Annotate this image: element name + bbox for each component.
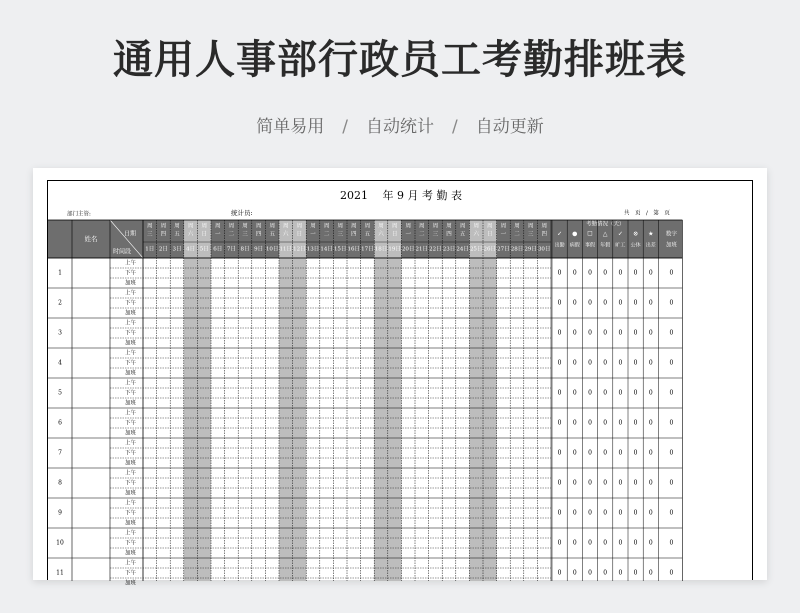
summary-value: 0 bbox=[633, 569, 638, 577]
feature-separator: / bbox=[452, 117, 458, 137]
feature-auto-update: 自动更新 bbox=[475, 117, 544, 137]
weekend-column bbox=[469, 220, 483, 581]
weekday-prefix: 周 bbox=[269, 223, 275, 230]
weekday-label: 一 bbox=[500, 231, 507, 238]
summary-column-label: 出差 bbox=[645, 242, 656, 249]
time-slot-label: 下午 bbox=[124, 510, 137, 517]
summary-symbol: ⊗ bbox=[633, 230, 639, 238]
time-slot-label: 下午 bbox=[124, 300, 137, 307]
overtime-symbol: 数字 bbox=[665, 231, 677, 238]
weekday-prefix: 周 bbox=[419, 223, 425, 230]
time-slot-label: 加班 bbox=[124, 520, 137, 527]
summary-value: 0 bbox=[603, 389, 608, 397]
summary-value: 0 bbox=[648, 329, 653, 337]
time-slot-label: 加班 bbox=[124, 280, 137, 287]
weekend-column bbox=[293, 220, 307, 581]
summary-value: 0 bbox=[588, 419, 592, 427]
date-header: 日期 bbox=[123, 230, 137, 238]
weekday-prefix: 周 bbox=[187, 223, 194, 230]
summary-value: 0 bbox=[633, 539, 638, 547]
summary-value: 0 bbox=[648, 539, 653, 547]
time-slot-label: 下午 bbox=[124, 480, 137, 487]
summary-value: 0 bbox=[618, 449, 623, 457]
sheet-title: 2021 年 9 月 考 勤 表 bbox=[340, 189, 462, 202]
time-slot-label: 上午 bbox=[124, 290, 137, 297]
weekday-prefix: 周 bbox=[296, 223, 303, 230]
summary-value: 0 bbox=[557, 359, 562, 367]
weekday-prefix: 周 bbox=[378, 223, 384, 230]
summary-value: 0 bbox=[588, 329, 592, 337]
day-label: 16日 bbox=[347, 246, 361, 253]
day-label: 28日 bbox=[510, 246, 524, 253]
time-slot-label: 上午 bbox=[124, 440, 137, 447]
summary-value: 0 bbox=[633, 479, 638, 487]
summary-value: 0 bbox=[669, 509, 674, 517]
dept-supervisor-label: 部门主管: bbox=[67, 211, 91, 218]
summary-value: 0 bbox=[618, 269, 623, 277]
name-header: 姓名 bbox=[84, 235, 98, 243]
summary-value: 0 bbox=[669, 479, 674, 487]
weekend-column bbox=[388, 220, 402, 581]
weekday-label: 一 bbox=[215, 231, 221, 238]
summary-value: 0 bbox=[603, 449, 608, 457]
weekday-prefix: 周 bbox=[473, 223, 479, 230]
weekday-prefix: 周 bbox=[405, 223, 411, 230]
weekday-prefix: 周 bbox=[283, 223, 289, 230]
employee-number: 8 bbox=[58, 479, 62, 487]
weekday-prefix: 周 bbox=[228, 223, 235, 230]
attendance-table bbox=[48, 181, 754, 587]
summary-value: 0 bbox=[669, 569, 674, 577]
day-label: 6日 bbox=[213, 246, 223, 253]
time-slot-label: 上午 bbox=[124, 530, 137, 537]
weekday-label: 三 bbox=[242, 231, 248, 238]
summary-value: 0 bbox=[669, 419, 674, 427]
day-label: 26日 bbox=[483, 246, 497, 253]
weekday-label: 日 bbox=[296, 231, 303, 238]
weekend-column bbox=[184, 220, 198, 581]
weekday-label: 五 bbox=[459, 231, 466, 238]
weekday-prefix: 周 bbox=[391, 223, 398, 230]
summary-value: 0 bbox=[669, 449, 674, 457]
time-slot-label: 加班 bbox=[124, 550, 137, 557]
time-slot-label: 加班 bbox=[124, 370, 137, 377]
employee-number: 1 bbox=[58, 269, 62, 277]
summary-value: 0 bbox=[618, 509, 623, 517]
time-slot-label: 加班 bbox=[124, 490, 137, 497]
day-label: 5日 bbox=[199, 246, 209, 253]
weekday-label: 日 bbox=[201, 231, 207, 238]
time-slot-label: 加班 bbox=[124, 340, 137, 347]
weekday-label: 二 bbox=[323, 231, 330, 238]
weekday-label: 二 bbox=[228, 231, 235, 238]
summary-value: 0 bbox=[633, 389, 638, 397]
statistician-label: 统计员: bbox=[231, 209, 253, 217]
summary-value: 0 bbox=[618, 479, 623, 487]
time-slot-label: 加班 bbox=[124, 310, 137, 317]
summary-value: 0 bbox=[557, 539, 562, 547]
day-label: 25日 bbox=[469, 246, 483, 253]
summary-value: 0 bbox=[648, 269, 653, 277]
weekday-prefix: 周 bbox=[160, 223, 167, 230]
summary-title: 考勤情况（天） bbox=[585, 221, 625, 228]
summary-value: 0 bbox=[618, 539, 623, 547]
time-slot-label: 加班 bbox=[124, 580, 137, 587]
day-label: 2日 bbox=[158, 246, 168, 253]
summary-value: 0 bbox=[572, 539, 577, 547]
summary-value: 0 bbox=[557, 329, 562, 337]
weekday-label: 四 bbox=[160, 231, 167, 238]
summary-value: 0 bbox=[572, 269, 577, 277]
summary-value: 0 bbox=[669, 389, 674, 397]
day-label: 19日 bbox=[388, 246, 401, 253]
feature-easy: 简单易用 bbox=[256, 117, 325, 137]
day-label: 22日 bbox=[429, 246, 442, 253]
time-slot-label: 加班 bbox=[124, 460, 137, 467]
time-slot-label: 下午 bbox=[124, 540, 137, 547]
summary-value: 0 bbox=[669, 329, 674, 337]
summary-value: 0 bbox=[648, 569, 653, 577]
weekday-label: 日 bbox=[391, 231, 398, 238]
time-slot-label: 上午 bbox=[124, 380, 137, 387]
summary-column-label: 年假 bbox=[600, 242, 611, 249]
day-label: 11日 bbox=[279, 246, 293, 253]
day-label: 27日 bbox=[497, 246, 510, 253]
overtime-column-label: 加班 bbox=[665, 242, 677, 249]
summary-value: 0 bbox=[588, 299, 592, 307]
weekday-prefix: 周 bbox=[310, 223, 316, 230]
weekday-label: 六 bbox=[473, 231, 479, 238]
summary-value: 0 bbox=[633, 449, 638, 457]
weekday-prefix: 周 bbox=[242, 223, 248, 230]
day-label: 13日 bbox=[306, 246, 320, 253]
weekday-label: 五 bbox=[174, 231, 180, 238]
summary-value: 0 bbox=[557, 479, 562, 487]
time-slot-label: 下午 bbox=[124, 450, 137, 457]
summary-value: 0 bbox=[572, 329, 577, 337]
summary-value: 0 bbox=[603, 359, 608, 367]
feature-separator: / bbox=[342, 117, 348, 137]
weekday-label: 五 bbox=[364, 231, 371, 238]
weekday-prefix: 周 bbox=[351, 223, 357, 230]
summary-value: 0 bbox=[588, 359, 592, 367]
time-slot-header: 时间段 bbox=[112, 248, 132, 256]
summary-value: 0 bbox=[669, 359, 674, 367]
weekday-prefix: 周 bbox=[323, 223, 330, 230]
day-label: 10日 bbox=[265, 246, 279, 253]
summary-value: 0 bbox=[618, 329, 623, 337]
summary-value: 0 bbox=[633, 419, 638, 427]
time-slot-label: 下午 bbox=[124, 270, 137, 277]
day-label: 4日 bbox=[186, 246, 196, 253]
day-label: 21日 bbox=[415, 246, 429, 253]
weekday-label: 二 bbox=[514, 231, 520, 238]
summary-value: 0 bbox=[572, 569, 577, 577]
summary-value: 0 bbox=[603, 539, 608, 547]
time-slot-label: 加班 bbox=[124, 400, 137, 407]
weekend-column bbox=[197, 220, 211, 581]
weekday-label: 三 bbox=[147, 231, 153, 238]
summary-value: 0 bbox=[557, 389, 562, 397]
weekday-label: 六 bbox=[283, 231, 289, 238]
weekend-column bbox=[483, 220, 497, 581]
time-slot-label: 上午 bbox=[124, 410, 137, 417]
day-label: 30日 bbox=[537, 246, 551, 253]
time-slot-label: 下午 bbox=[124, 420, 137, 427]
summary-value: 0 bbox=[557, 509, 562, 517]
summary-value: 0 bbox=[572, 359, 577, 367]
summary-value: 0 bbox=[633, 359, 638, 367]
employee-number: 7 bbox=[58, 449, 62, 457]
weekday-prefix: 周 bbox=[432, 223, 439, 230]
summary-value: 0 bbox=[557, 299, 562, 307]
summary-value: 0 bbox=[633, 509, 638, 517]
time-slot-label: 上午 bbox=[124, 500, 137, 507]
summary-value: 0 bbox=[648, 509, 653, 517]
summary-value: 0 bbox=[618, 359, 623, 367]
time-slot-label: 上午 bbox=[124, 560, 137, 567]
weekday-prefix: 周 bbox=[541, 223, 547, 230]
summary-value: 0 bbox=[648, 299, 653, 307]
employee-number: 3 bbox=[58, 329, 62, 337]
summary-column-label: 出勤 bbox=[554, 242, 565, 249]
weekend-column bbox=[374, 220, 388, 581]
time-slot-label: 上午 bbox=[124, 350, 137, 357]
weekday-prefix: 周 bbox=[215, 223, 221, 230]
summary-value: 0 bbox=[648, 479, 653, 487]
day-label: 3日 bbox=[172, 246, 182, 253]
time-slot-label: 下午 bbox=[124, 330, 137, 337]
employee-number: 5 bbox=[58, 389, 62, 397]
summary-column-label: 旷工 bbox=[615, 242, 626, 249]
summary-value: 0 bbox=[588, 509, 592, 517]
summary-value: 0 bbox=[669, 269, 674, 277]
summary-value: 0 bbox=[618, 299, 623, 307]
feature-auto-stats: 自动统计 bbox=[366, 117, 434, 137]
weekday-label: 日 bbox=[487, 231, 493, 238]
summary-value: 0 bbox=[648, 359, 653, 367]
weekday-prefix: 周 bbox=[255, 223, 262, 230]
employee-number: 6 bbox=[58, 419, 62, 427]
spreadsheet-preview-card bbox=[33, 168, 767, 587]
day-label: 1日 bbox=[145, 246, 155, 253]
summary-value: 0 bbox=[572, 299, 577, 307]
time-slot-label: 上午 bbox=[124, 320, 137, 327]
weekday-prefix: 周 bbox=[446, 223, 452, 230]
summary-symbol: ● bbox=[572, 230, 578, 238]
summary-symbol: ☐ bbox=[587, 230, 593, 238]
summary-value: 0 bbox=[572, 449, 577, 457]
page-count-label: 共 页 / 第 页 bbox=[624, 210, 670, 217]
employee-number: 10 bbox=[56, 539, 64, 547]
employee-number: 4 bbox=[58, 359, 62, 367]
day-label: 24日 bbox=[456, 246, 469, 253]
summary-value: 0 bbox=[588, 569, 592, 577]
employee-number: 11 bbox=[56, 569, 64, 577]
page-title: 通用人事部行政员工考勤排班表 bbox=[113, 37, 687, 83]
time-slot-label: 下午 bbox=[124, 570, 137, 577]
employee-number: 2 bbox=[58, 299, 62, 307]
summary-value: 0 bbox=[669, 539, 674, 547]
time-slot-label: 下午 bbox=[124, 360, 137, 367]
time-slot-label: 上午 bbox=[124, 260, 137, 267]
summary-value: 0 bbox=[618, 419, 623, 427]
summary-value: 0 bbox=[603, 269, 608, 277]
weekday-label: 三 bbox=[337, 231, 343, 238]
attendance-sheet bbox=[47, 180, 753, 587]
weekday-label: 一 bbox=[310, 231, 316, 238]
summary-value: 0 bbox=[603, 299, 608, 307]
summary-value: 0 bbox=[557, 269, 562, 277]
weekday-label: 一 bbox=[405, 231, 411, 238]
day-label: 18日 bbox=[374, 246, 388, 253]
weekday-prefix: 周 bbox=[364, 223, 371, 230]
summary-symbol: △ bbox=[602, 230, 608, 238]
summary-column-label: 公休 bbox=[630, 242, 641, 249]
weekday-prefix: 周 bbox=[487, 223, 493, 230]
summary-value: 0 bbox=[588, 269, 592, 277]
weekday-prefix: 周 bbox=[500, 223, 507, 230]
day-label: 12日 bbox=[293, 246, 306, 253]
summary-symbol: ★ bbox=[648, 230, 654, 238]
summary-value: 0 bbox=[648, 389, 653, 397]
summary-value: 0 bbox=[603, 479, 608, 487]
feature-list bbox=[0, 112, 800, 137]
weekday-prefix: 周 bbox=[201, 223, 207, 230]
summary-value: 0 bbox=[572, 479, 577, 487]
summary-value: 0 bbox=[618, 569, 623, 577]
summary-value: 0 bbox=[603, 509, 608, 517]
summary-value: 0 bbox=[603, 329, 608, 337]
day-label: 15日 bbox=[333, 246, 347, 253]
day-label: 29日 bbox=[524, 246, 537, 253]
summary-value: 0 bbox=[633, 329, 638, 337]
weekday-label: 三 bbox=[527, 231, 534, 238]
summary-value: 0 bbox=[557, 569, 562, 577]
weekday-label: 五 bbox=[269, 231, 275, 238]
summary-symbol: ✓ bbox=[617, 230, 623, 238]
time-slot-label: 上午 bbox=[124, 470, 137, 477]
summary-value: 0 bbox=[603, 419, 608, 427]
summary-value: 0 bbox=[633, 299, 638, 307]
day-label: 9日 bbox=[254, 246, 264, 253]
summary-value: 0 bbox=[572, 509, 577, 517]
summary-value: 0 bbox=[588, 479, 592, 487]
summary-value: 0 bbox=[588, 449, 592, 457]
weekday-label: 六 bbox=[378, 231, 384, 238]
weekend-column bbox=[279, 220, 293, 581]
weekday-label: 六 bbox=[187, 231, 194, 238]
summary-value: 0 bbox=[618, 389, 623, 397]
weekday-label: 四 bbox=[255, 231, 262, 238]
weekday-label: 三 bbox=[432, 231, 439, 238]
employee-number: 9 bbox=[58, 509, 62, 517]
weekday-prefix: 周 bbox=[459, 223, 466, 230]
day-label: 17日 bbox=[361, 246, 374, 253]
weekday-prefix: 周 bbox=[514, 223, 520, 230]
summary-value: 0 bbox=[588, 389, 592, 397]
day-label: 20日 bbox=[401, 246, 415, 253]
time-slot-label: 下午 bbox=[124, 390, 137, 397]
summary-value: 0 bbox=[669, 299, 674, 307]
summary-value: 0 bbox=[557, 449, 562, 457]
summary-column-label: 事假 bbox=[584, 242, 596, 249]
summary-value: 0 bbox=[572, 419, 577, 427]
summary-column-label: 病假 bbox=[569, 242, 580, 249]
weekday-prefix: 周 bbox=[337, 223, 343, 230]
weekday-prefix: 周 bbox=[527, 223, 534, 230]
summary-value: 0 bbox=[603, 569, 608, 577]
time-slot-label: 加班 bbox=[124, 430, 137, 437]
weekday-label: 四 bbox=[541, 231, 547, 238]
weekday-label: 四 bbox=[351, 231, 357, 238]
summary-symbol: ✓ bbox=[557, 230, 563, 238]
weekday-prefix: 周 bbox=[174, 223, 180, 230]
weekday-label: 二 bbox=[419, 231, 425, 238]
summary-value: 0 bbox=[557, 419, 562, 427]
summary-value: 0 bbox=[648, 419, 653, 427]
weekday-prefix: 周 bbox=[147, 223, 153, 230]
summary-value: 0 bbox=[648, 449, 653, 457]
day-label: 8日 bbox=[240, 246, 250, 253]
summary-value: 0 bbox=[633, 269, 638, 277]
day-label: 7日 bbox=[226, 246, 236, 253]
day-label: 23日 bbox=[442, 246, 456, 253]
day-label: 14日 bbox=[320, 246, 333, 253]
summary-value: 0 bbox=[572, 389, 577, 397]
summary-value: 0 bbox=[588, 539, 592, 547]
weekday-label: 四 bbox=[446, 231, 452, 238]
